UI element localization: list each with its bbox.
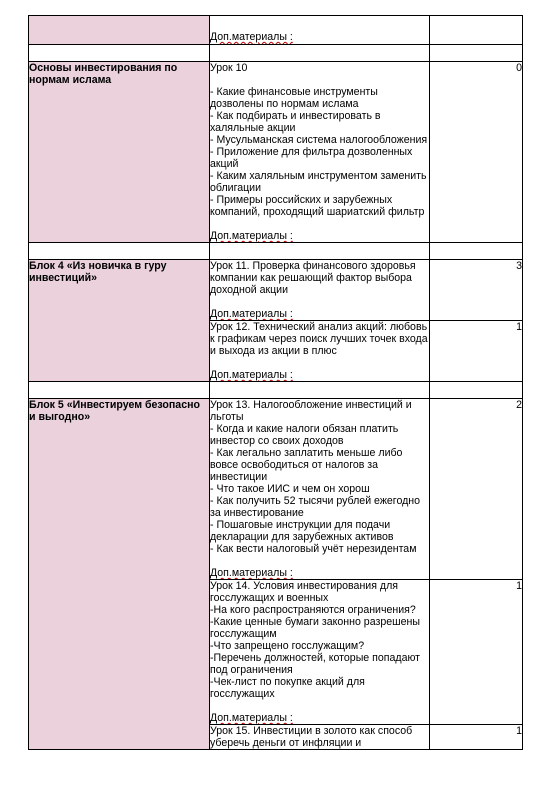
text-line: Урок 11. Проверка финансового здоровья xyxy=(210,260,416,272)
table-row xyxy=(29,62,523,243)
curriculum-table xyxy=(28,15,523,750)
extra-materials-label: Доп.материалы : xyxy=(210,712,293,724)
blank-line xyxy=(210,74,429,86)
table-row xyxy=(29,399,523,580)
text-line: халяльные акции xyxy=(210,122,296,134)
text-line: - Когда и какие налоги обязан платить xyxy=(210,423,399,435)
blank-line xyxy=(210,296,429,308)
extra-materials-label: Доп.материалы : xyxy=(210,308,293,320)
text-line: Урок 13. Налогообложение инвестиций и xyxy=(210,399,412,411)
text-line: - Мусульманская система налогообложения xyxy=(210,134,428,146)
lesson-cell[interactable] xyxy=(210,725,430,750)
number-cell[interactable]: 1 xyxy=(430,725,523,750)
text-line: компаний, проходящий шариатский фильтр xyxy=(210,206,425,218)
text-line: к графикам через поиск лучших точек входа xyxy=(210,333,428,345)
table-row xyxy=(29,260,523,321)
text-line: и выхода из акции в плюс xyxy=(210,345,337,357)
text-line: - Как вести налоговый учёт нерезидентам xyxy=(210,543,417,555)
text-line: под ограничения xyxy=(210,664,293,676)
text-line: инвестиции xyxy=(210,471,268,483)
number-cell[interactable]: 0 xyxy=(430,62,523,243)
text-line: -Перечень должностей, которые попадают xyxy=(210,652,421,664)
text-line: инвестор со своих доходов xyxy=(210,435,344,447)
lesson-cell[interactable] xyxy=(210,62,430,243)
lesson-cell[interactable] xyxy=(210,16,430,45)
lesson-text xyxy=(210,260,429,308)
section-title[interactable]: Блок 5 «Инвестируем безопасно и выгодно» xyxy=(29,399,210,750)
text-line: вовсе освободиться от налогов за xyxy=(210,459,379,471)
lesson-cell[interactable] xyxy=(210,260,430,321)
text-line: - Приложение для фильтра дозволенных xyxy=(210,146,413,158)
lesson-text xyxy=(210,399,429,567)
text-line: -Чек-лист по покупке акций для xyxy=(210,676,365,688)
text-line: декларации для зарубежных активов xyxy=(210,531,394,543)
section-title[interactable]: Основы инвестирования по нормам ислама xyxy=(29,62,210,243)
text-line: Урок 14. Условия инвестирования для xyxy=(210,580,398,592)
text-line: -Какие ценные бумаги законно разрешены xyxy=(210,616,420,628)
text-line: льготы xyxy=(210,411,244,423)
lesson-cell[interactable] xyxy=(210,321,430,382)
text-line: - Каким халяльным инструментом заменить xyxy=(210,170,427,182)
lesson-cell[interactable] xyxy=(210,399,430,580)
text-line: уберечь деньги от инфляции и xyxy=(210,737,362,749)
lesson-cell[interactable] xyxy=(210,580,430,725)
extra-materials-label: Доп.материалы : xyxy=(210,31,293,43)
text-line: - Как подбирать и инвестировать в xyxy=(210,110,381,122)
number-cell[interactable]: 3 xyxy=(430,260,523,321)
text-line: облигации xyxy=(210,182,262,194)
extra-materials-label: Доп.материалы : xyxy=(210,567,293,579)
text-line: Урок 12. Технический анализ акций: любовь xyxy=(210,321,428,333)
title-cell[interactable] xyxy=(29,16,210,45)
text-line: госслужащих и военных xyxy=(210,592,329,604)
table-row xyxy=(29,16,523,45)
blank-line xyxy=(210,700,429,712)
lesson-text xyxy=(210,62,429,230)
text-line: - Что такое ИИС и чем он хорош xyxy=(210,483,370,495)
extra-materials-label: Доп.материалы : xyxy=(210,230,293,242)
text-line: компании как решающий фактор выбора xyxy=(210,272,412,284)
text-line: - Как легально заплатить меньше либо xyxy=(210,447,403,459)
spacer-row xyxy=(29,45,523,62)
text-line: Урок 15. Инвестиции в золото как способ xyxy=(210,725,413,737)
text-line: - Примеры российских и зарубежных xyxy=(210,194,393,206)
lesson-text xyxy=(210,321,429,369)
text-line: Урок 10 xyxy=(210,62,248,74)
text-line: госслужащим xyxy=(210,628,277,640)
text-line: за инвестирование xyxy=(210,507,304,519)
text-line: - Какие финансовые инструменты xyxy=(210,86,378,98)
text-line: дозволены по нормам ислама xyxy=(210,98,359,110)
lesson-text xyxy=(210,725,429,749)
number-cell[interactable]: 1 xyxy=(430,580,523,725)
lesson-text xyxy=(210,580,429,712)
text-line: - Пошаговые инструкции для подачи xyxy=(210,519,391,531)
extra-materials-label: Доп.материалы : xyxy=(210,369,293,381)
text-line: доходной акции xyxy=(210,284,289,296)
text-line: госслужащих xyxy=(210,688,275,700)
text-line: акций xyxy=(210,158,239,170)
text-line: -Что запрещено госслужащим? xyxy=(210,640,365,652)
text-line: -На кого распространяются ограничения? xyxy=(210,604,416,616)
number-cell[interactable] xyxy=(430,16,523,45)
text-line: - Как получить 52 тысячи рублей ежегодно xyxy=(210,495,421,507)
number-cell[interactable]: 2 xyxy=(430,399,523,580)
number-cell[interactable]: 1 xyxy=(430,321,523,382)
blank-line xyxy=(210,357,429,369)
section-title[interactable]: Блок 4 «Из новичка в гуру инвестиций» xyxy=(29,260,210,382)
spacer-row xyxy=(29,382,523,399)
spacer-row xyxy=(29,243,523,260)
blank-line xyxy=(210,218,429,230)
blank-line xyxy=(210,555,429,567)
